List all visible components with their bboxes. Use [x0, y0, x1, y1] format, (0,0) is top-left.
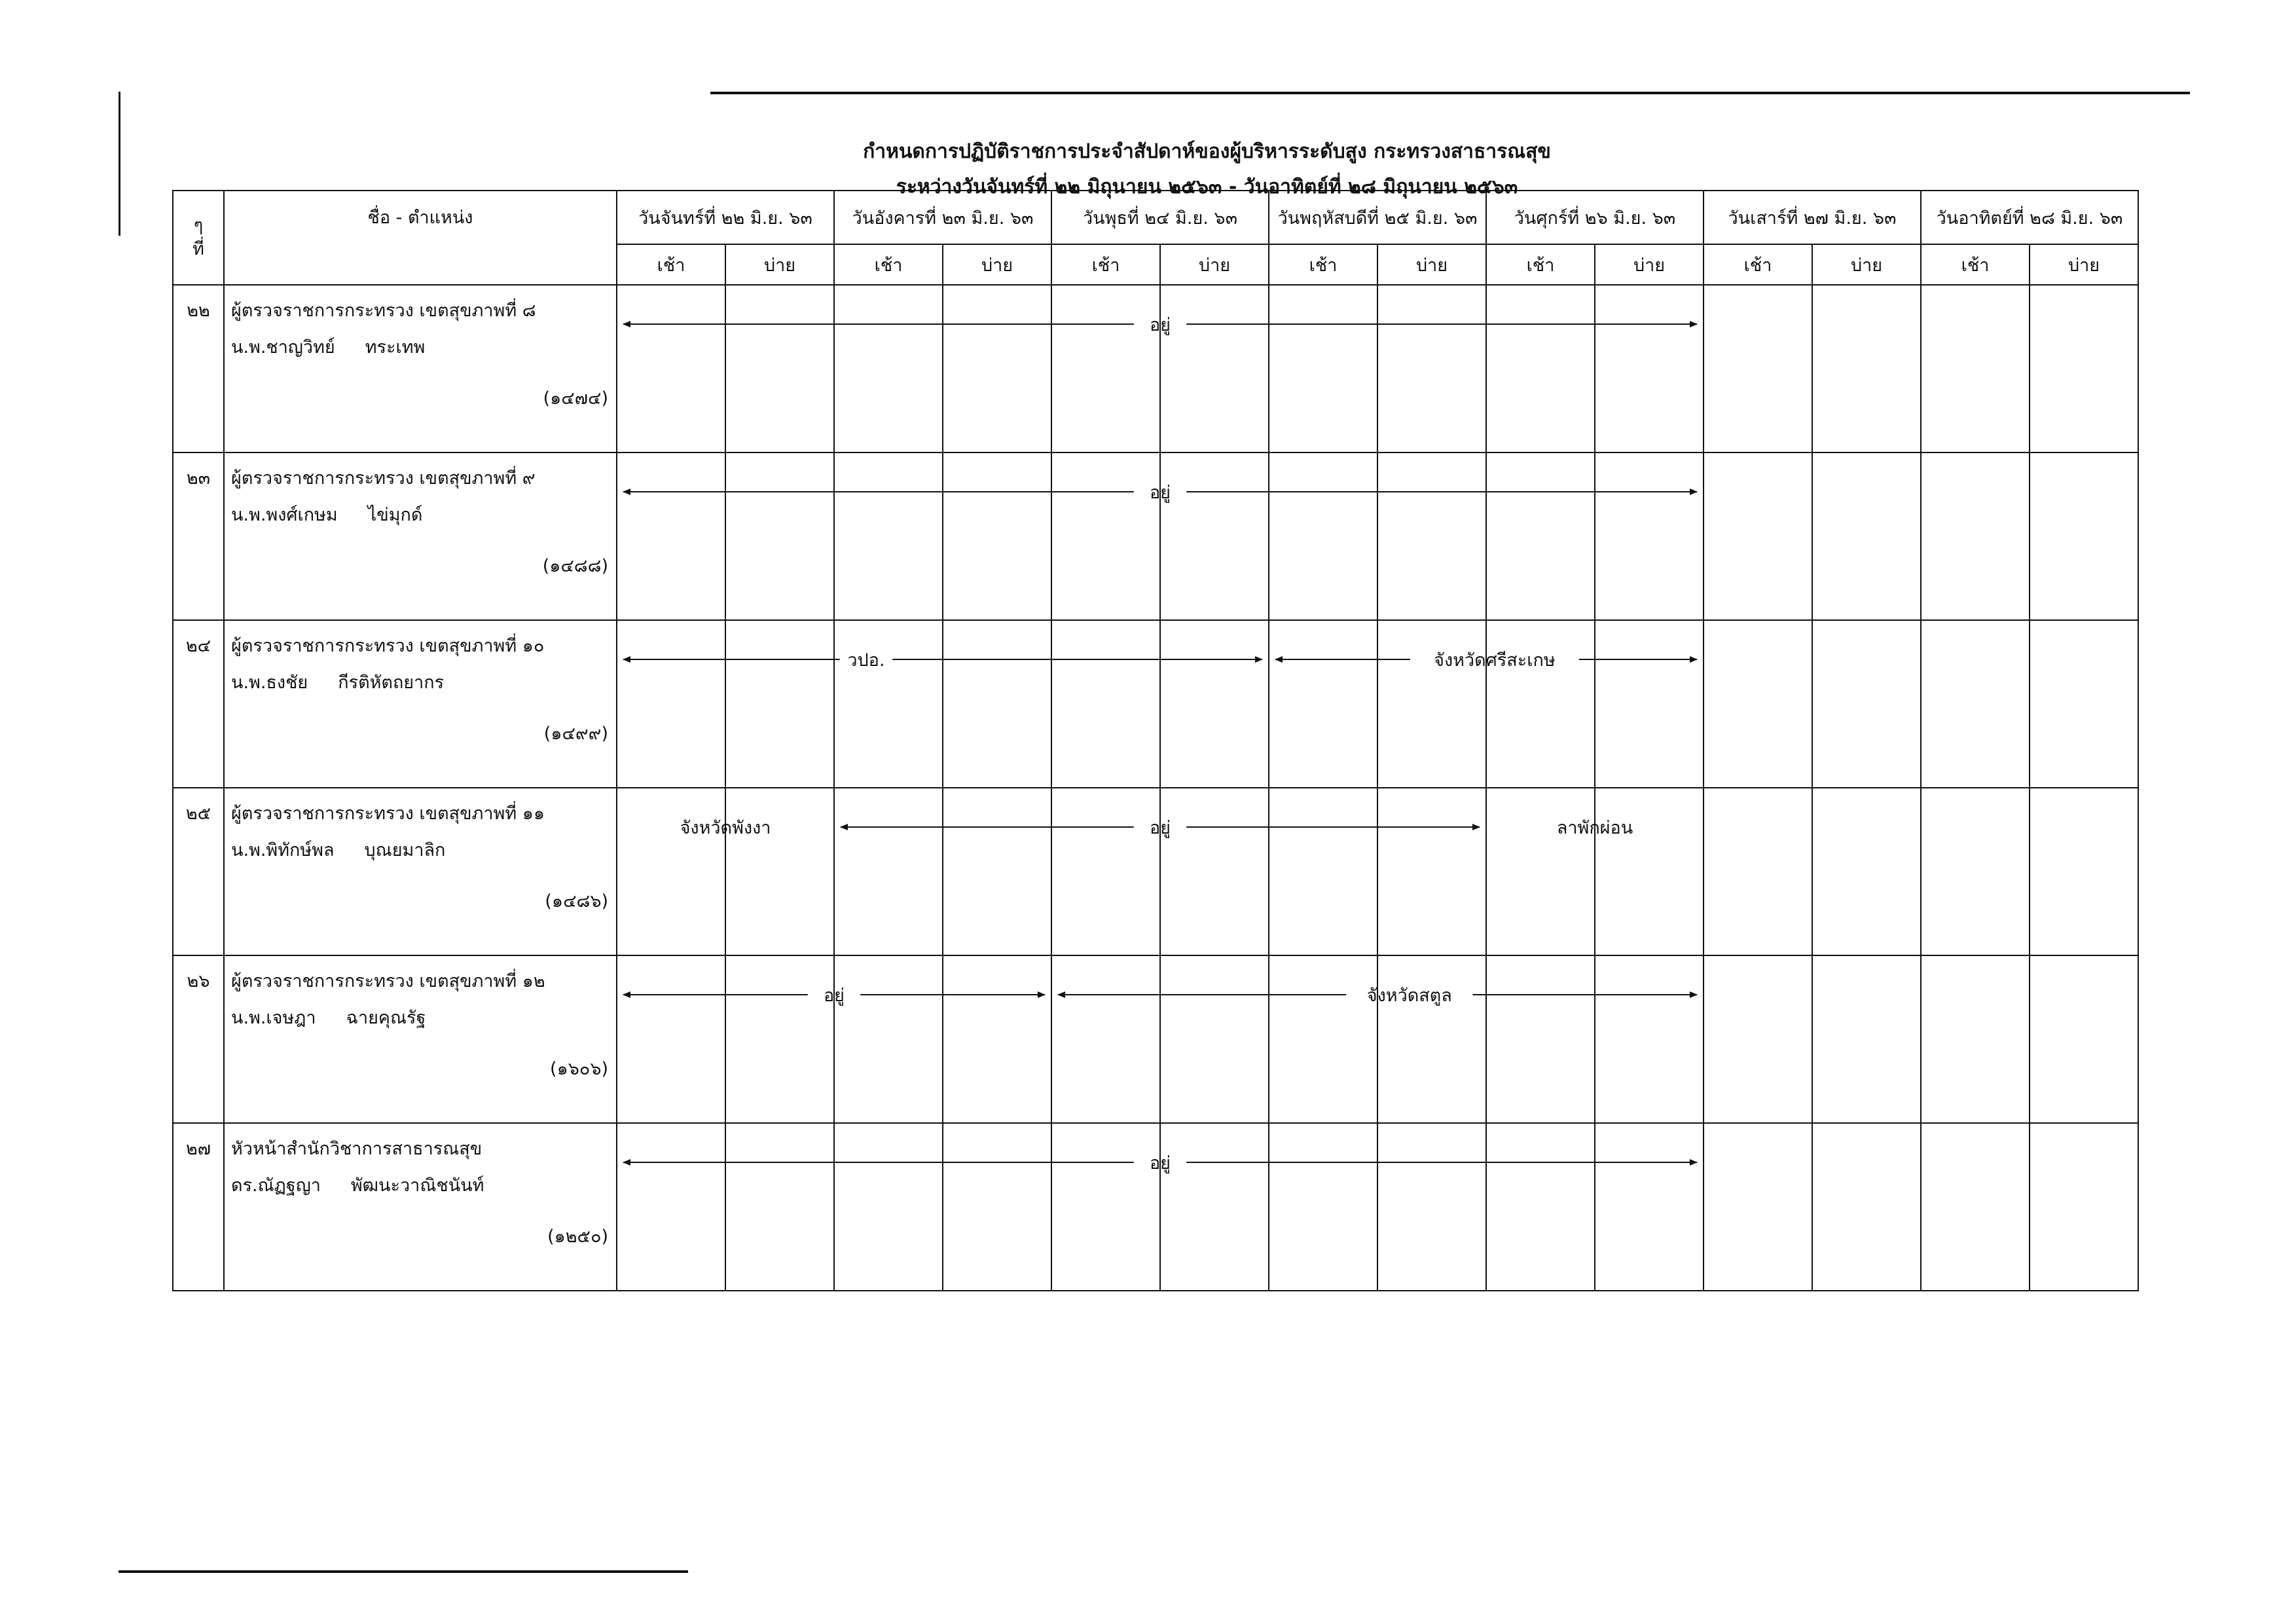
span-label: อยู่ — [1149, 483, 1171, 503]
schedule-span — [1058, 986, 1697, 1006]
person-position: ผู้ตรวจราชการกระทรวง เขตสุขภาพที่ ๙ — [231, 468, 536, 489]
person-last-name: ฉายคุณรัฐ — [346, 1008, 426, 1028]
span-label: อยู่ — [1149, 1153, 1171, 1173]
cell-label: จังหวัดพังงา — [680, 818, 771, 838]
afternoon-header: บ่าย — [943, 244, 1051, 285]
person-last-name: ทระเทพ — [365, 337, 426, 358]
span-label: อยู่ — [1149, 818, 1171, 838]
morning-header: เช้า — [834, 244, 943, 285]
afternoon-header: บ่าย — [1812, 244, 1921, 285]
schedule-span — [623, 315, 1697, 335]
afternoon-header: บ่าย — [725, 244, 834, 285]
document-subtitle: ระหว่างวันจันทร์ที่ ๒๒ มิถุนายน ๒๕๖๓ - วันอาทิตย์ที่ ๒๘ มิถุนายน ๒๕๖๓ — [896, 175, 1518, 198]
morning-header: เช้า — [617, 244, 725, 285]
no-header-mark: ๆ — [193, 215, 204, 236]
person-last-name: พัฒนะวาณิชนันท์ — [350, 1175, 484, 1196]
afternoon-header: บ่าย — [1595, 244, 1704, 285]
row-number: ๒๕ — [185, 803, 211, 824]
person-position: ผู้ตรวจราชการกระทรวง เขตสุขภาพที่ ๘ — [231, 301, 536, 321]
schedule-span — [623, 986, 1045, 1006]
schedule-span — [623, 650, 1262, 671]
person-phone-code: (๑๔๗๔) — [543, 388, 608, 409]
span-label: จังหวัดศรีสะเกษ — [1434, 650, 1556, 671]
person-phone-code: (๑๖๐๖) — [550, 1059, 608, 1079]
morning-header: เช้า — [1921, 244, 2030, 285]
morning-header: เช้า — [1704, 244, 1812, 285]
day-header-wed: วันพุธที่ ๒๔ มิ.ย. ๖๓ — [1051, 191, 1269, 244]
person-position: ผู้ตรวจราชการกระทรวง เขตสุขภาพที่ ๑๒ — [231, 971, 545, 991]
person-first-name: น.พ.ธงชัย — [231, 673, 308, 693]
person-first-name: น.พ.เจษฎา — [231, 1008, 316, 1028]
afternoon-header: บ่าย — [1377, 244, 1486, 285]
morning-header: เช้า — [1051, 244, 1160, 285]
morning-header: เช้า — [1269, 244, 1377, 285]
person-last-name: กีรติหัตถยากร — [338, 673, 445, 693]
person-phone-code: (๑๔๘๖) — [545, 891, 608, 912]
row-number: ๒๔ — [185, 636, 211, 656]
no-header-label: ที่ — [192, 239, 204, 259]
person-position: ผู้ตรวจราชการกระทรวง เขตสุขภาพที่ ๑๐ — [231, 636, 545, 656]
name-header: ชื่อ - ตำแหน่ง — [224, 191, 617, 285]
schedule-span — [841, 818, 1480, 838]
day-header-mon: วันจันทร์ที่ ๒๒ มิ.ย. ๖๓ — [617, 191, 834, 244]
document-title: กำหนดการปฏิบัติราชการประจำสัปดาห์ของผู้บริหารระดับสูง กระทรวงสาธารณสุข — [863, 140, 1551, 163]
row-number: ๒๗ — [185, 1139, 211, 1159]
schedule-span — [1275, 650, 1697, 671]
person-phone-code: (๑๒๕๐) — [547, 1227, 608, 1247]
person-last-name: บุณยมาลิก — [364, 840, 446, 860]
span-label: อยู่ — [823, 986, 845, 1006]
person-first-name: น.พ.พงศ์เกษม — [231, 505, 338, 525]
afternoon-header: บ่าย — [1160, 244, 1269, 285]
person-first-name: น.พ.พิทักษ์พล — [231, 840, 335, 860]
person-last-name: ไข่มุกด์ — [367, 505, 423, 525]
day-header-sat: วันเสาร์ที่ ๒๗ มิ.ย. ๖๓ — [1704, 191, 1921, 244]
schedule-span — [623, 1153, 1697, 1173]
row-number: ๒๖ — [187, 971, 210, 991]
day-header-fri: วันศุกร์ที่ ๒๖ มิ.ย. ๖๓ — [1486, 191, 1704, 244]
span-label: จังหวัดสตูล — [1366, 986, 1452, 1006]
day-header-sun: วันอาทิตย์ที่ ๒๘ มิ.ย. ๖๓ — [1921, 191, 2138, 244]
morning-header: เช้า — [1486, 244, 1595, 285]
row-number: ๒๓ — [186, 468, 211, 489]
span-label: อยู่ — [1149, 315, 1171, 335]
day-header-tue: วันอังคารที่ ๒๓ มิ.ย. ๖๓ — [834, 191, 1051, 244]
afternoon-header: บ่าย — [2030, 244, 2138, 285]
span-label: วปอ. — [847, 650, 885, 671]
cell-label: ลาพักผ่อน — [1556, 818, 1633, 838]
person-position: ผู้ตรวจราชการกระทรวง เขตสุขภาพที่ ๑๑ — [231, 803, 545, 824]
person-first-name: น.พ.ชาญวิทย์ — [231, 337, 335, 358]
person-phone-code: (๑๔๙๙) — [543, 724, 608, 744]
person-phone-code: (๑๔๘๘) — [542, 556, 608, 576]
person-position: หัวหน้าสำนักวิชาการสาธารณสุข — [231, 1139, 483, 1159]
person-first-name: ดร.ณัฏฐญา — [231, 1175, 321, 1196]
day-header-thu: วันพฤหัสบดีที่ ๒๕ มิ.ย. ๖๓ — [1269, 191, 1486, 244]
row-number: ๒๒ — [187, 301, 210, 321]
schedule-span — [623, 483, 1697, 503]
